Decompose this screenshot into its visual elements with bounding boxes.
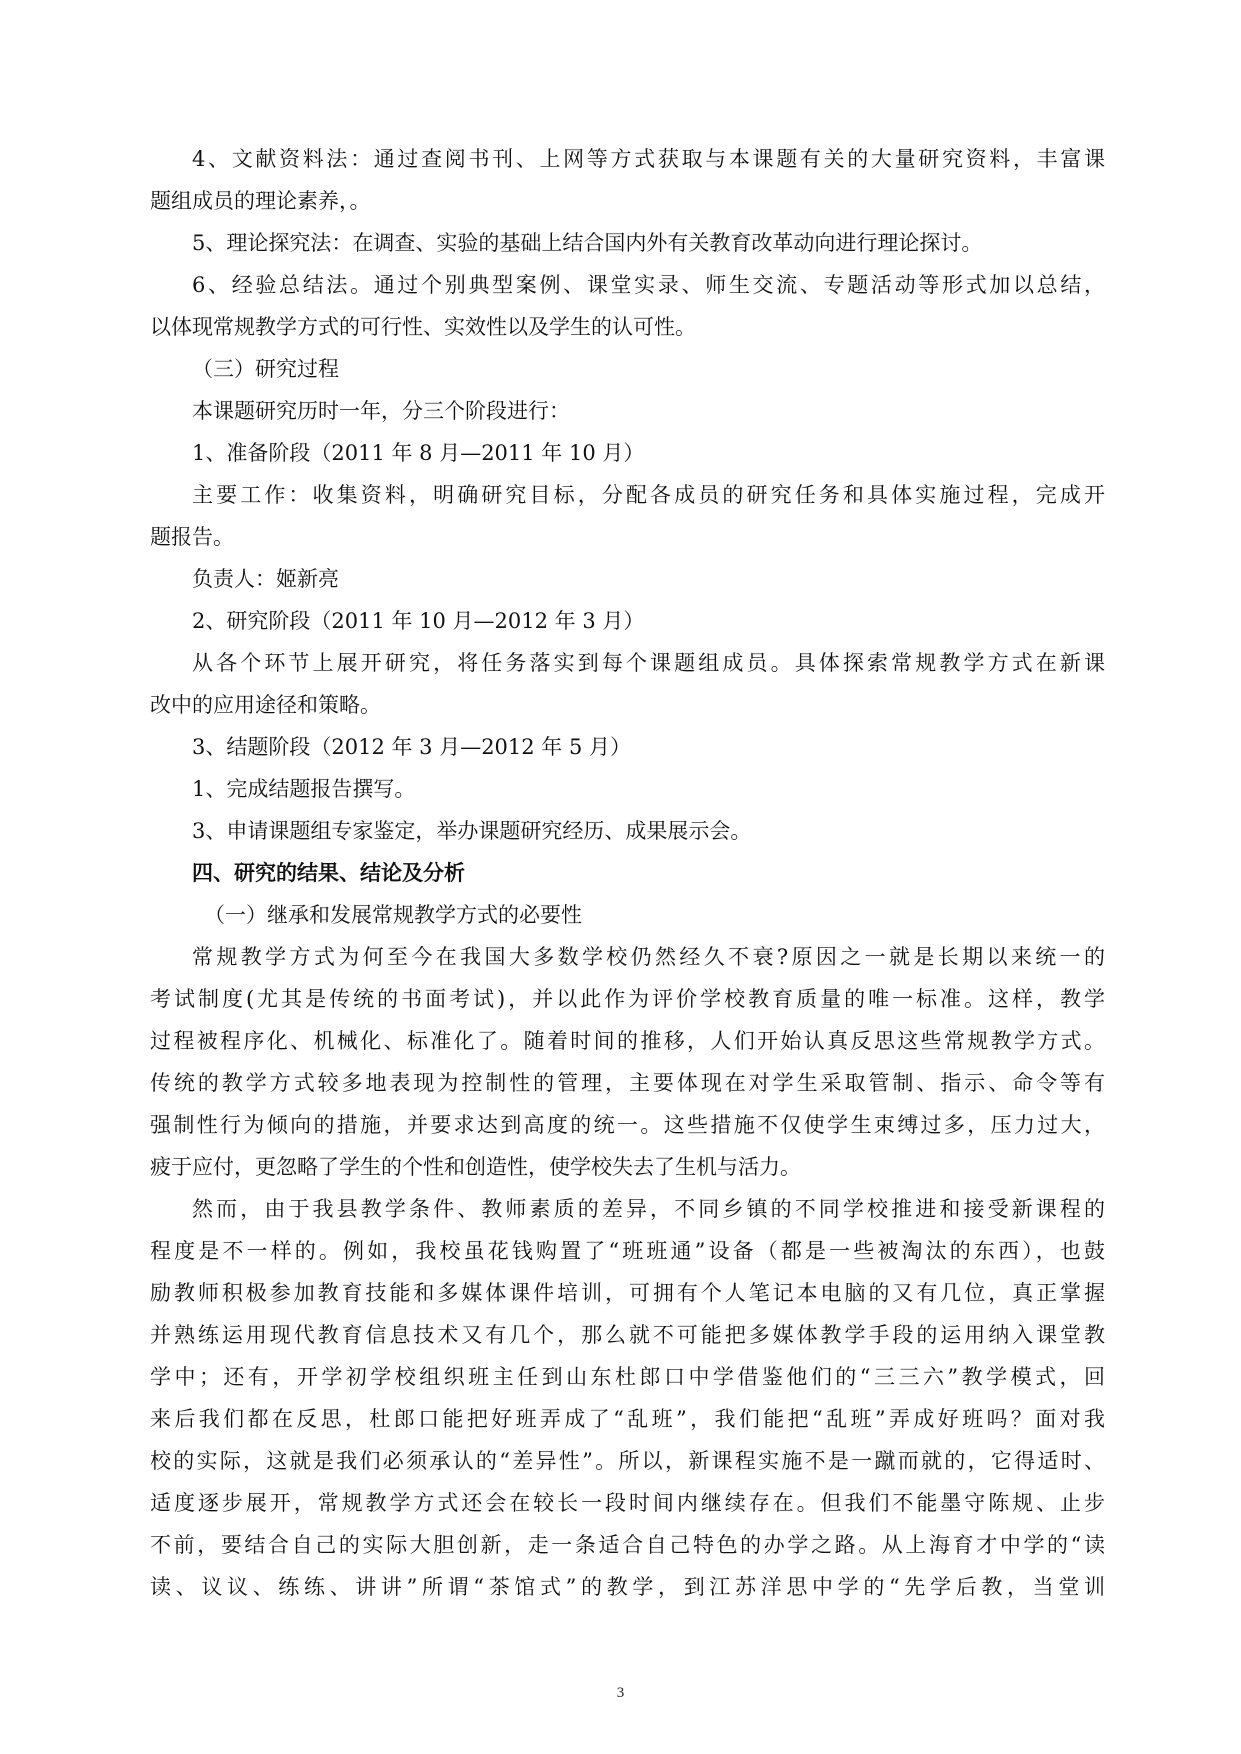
- text-line: 适度逐步展开，常规教学方式还会在较长一段时间内继续存在。但我们不能墨守陈规、止步: [150, 1491, 1105, 1515]
- stage-heading: 2、研究阶段（2011 年 10 月—2012 年 3 月）: [192, 609, 645, 633]
- text-line: 改中的应用途径和策略。: [150, 693, 381, 717]
- text-line: 负责人：姬新亮: [192, 567, 339, 591]
- text-line: 从各个环节上展开研究，将任务落实到每个课题组成员。具体探索常规教学方式在新课: [192, 651, 1105, 675]
- text-line: 读、议议、练练、讲讲”所谓“茶馆式”的教学，到江苏洋思中学的“先学后教，当堂训: [150, 1575, 1105, 1599]
- text-line: 校的实际，这就是我们必须承认的“差异性”。所以，新课程实施不是一蹴而就的，它得适时、: [150, 1449, 1105, 1473]
- page-number: 3: [616, 1685, 625, 1701]
- chapter-heading: 四、研究的结果、结论及分析: [192, 860, 465, 885]
- text-line: 过程被程序化、机械化、标准化了。随着时间的推移，人们开始认真反思这些常规教学方式。: [150, 1029, 1105, 1053]
- text-line: 本课题研究历时一年，分三个阶段进行：: [192, 399, 570, 423]
- text-line: 考试制度(尤其是传统的书面考试)，并以此作为评价学校教育质量的唯一标准。这样，教学: [150, 987, 1105, 1011]
- text-line: 5、理论探究法：在调查、实验的基础上结合国内外有关教育改革动向进行理论探讨。: [192, 231, 983, 255]
- stage-heading: 1、准备阶段（2011 年 8 月—2011 年 10 月）: [192, 441, 645, 465]
- text-line: 题报告。: [150, 525, 234, 549]
- text-line: 励教师积极参加教育技能和多媒体课件培训，可拥有个人笔记本电脑的又有几位，真正掌握: [150, 1281, 1105, 1305]
- text-line: 主要工作：收集资料，明确研究目标，分配各成员的研究任务和具体实施过程，完成开: [192, 483, 1105, 507]
- section-heading: （一）继承和发展常规教学方式的必要性: [204, 903, 582, 927]
- text-line: 学中；还有，开学初学校组织班主任到山东杜郎口中学借鉴他们的“三三六”教学模式，回: [150, 1365, 1105, 1389]
- text-line: 3、申请课题组专家鉴定，举办课题研究经历、成果展示会。: [192, 819, 752, 843]
- text-line: 常规教学方式为何至今在我国大多数学校仍然经久不衰?原因之一就是长期以来统一的: [192, 945, 1105, 969]
- text-line: 4、文献资料法：通过查阅书刊、上网等方式获取与本课题有关的大量研究资料，丰富课: [192, 147, 1105, 171]
- body-text: [150, 138, 1105, 1608]
- text-line: 6、经验总结法。通过个别典型案例、课堂实录、师生交流、专题活动等形式加以总结，: [192, 273, 1105, 297]
- text-line: 疲于应付，更忽略了学生的个性和创造性，使学校失去了生机与活力。: [150, 1155, 801, 1179]
- text-line: 以体现常规教学方式的可行性、实效性以及学生的认可性。: [150, 315, 696, 339]
- text-line: 程度是不一样的。例如，我校虽花钱购置了“班班通”设备（都是一些被淘汰的东西），也鼓: [150, 1239, 1105, 1263]
- text-line: 1、完成结题报告撰写。: [192, 777, 416, 801]
- section-heading: （三）研究过程: [192, 357, 339, 381]
- stage-heading: 3、结题阶段（2012 年 3 月—2012 年 5 月）: [192, 735, 632, 759]
- text-line: 并熟练运用现代教育信息技术又有几个，那么就不可能把多媒体教学手段的运用纳入课堂教: [150, 1323, 1105, 1347]
- text-line: 来后我们都在反思，杜郎口能把好班弄成了“乱班”，我们能把“乱班”弄成好班吗？面对我: [150, 1407, 1105, 1431]
- text-line: 题组成员的理论素养，。: [150, 189, 371, 213]
- text-line: 不前，要结合自己的实际大胆创新，走一条适合自己特色的办学之路。从上海育才中学的“读: [150, 1533, 1105, 1557]
- text-line: 强制性行为倾向的措施，并要求达到高度的统一。这些措施不仅使学生束缚过多，压力过大，: [150, 1113, 1105, 1137]
- text-line: 然而，由于我县教学条件、教师素质的差异，不同乡镇的不同学校推进和接受新课程的: [192, 1197, 1105, 1221]
- text-line: 传统的教学方式较多地表现为控制性的管理，主要体现在对学生采取管制、指示、命令等有: [150, 1071, 1105, 1095]
